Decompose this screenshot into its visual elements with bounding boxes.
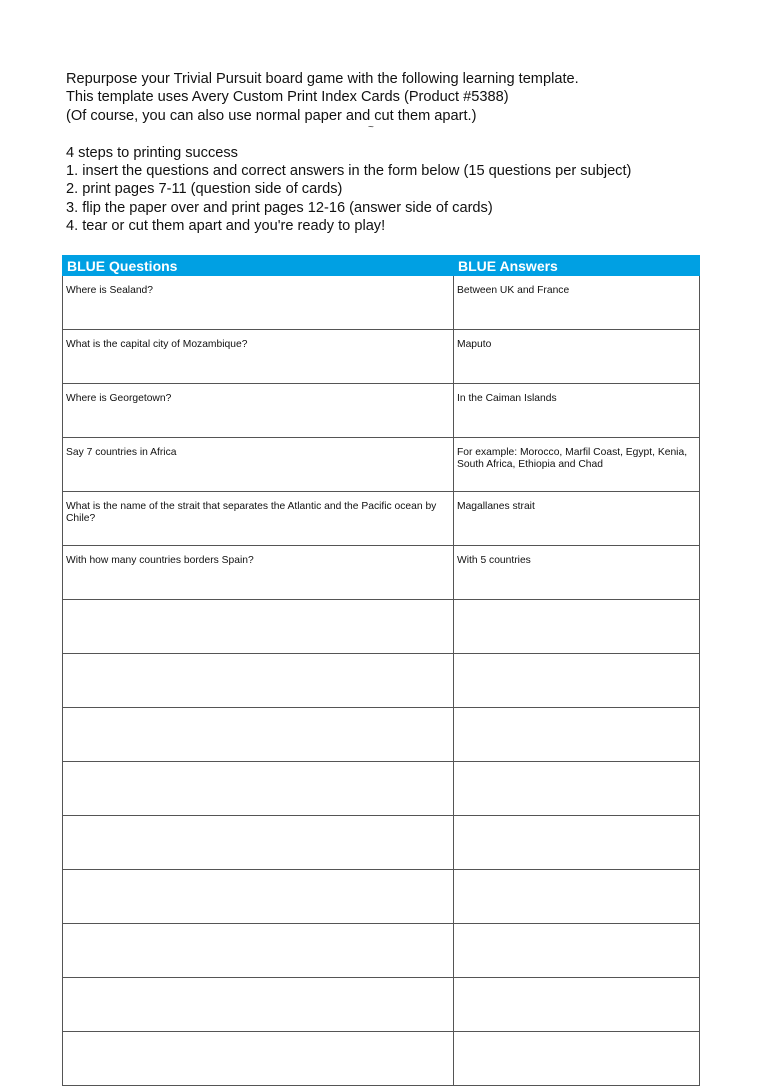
question-cell[interactable]: With how many countries borders Spain?	[63, 546, 454, 600]
table-row	[63, 1032, 700, 1086]
intro-line: Repurpose your Trivial Pursuit board game with the following learning template.	[66, 71, 579, 87]
question-answer-table	[62, 255, 700, 1086]
question-cell[interactable]: What is the capital city of Mozambique?	[63, 330, 454, 384]
table-row	[63, 276, 700, 330]
question-cell[interactable]	[63, 600, 454, 654]
answer-cell[interactable]	[454, 708, 700, 762]
spacer	[66, 122, 726, 143]
answer-cell[interactable]	[454, 870, 700, 924]
question-cell[interactable]: Where is Georgetown?	[63, 384, 454, 438]
table-row	[63, 924, 700, 978]
answer-cell[interactable]	[454, 816, 700, 870]
table-row	[63, 384, 700, 438]
tilde-mark: ~	[368, 122, 374, 134]
table-row	[63, 546, 700, 600]
answer-cell[interactable]: Magallanes strait	[454, 492, 700, 546]
answer-cell[interactable]: Maputo	[454, 330, 700, 384]
step-item: 4. tear or cut them apart and you're ready to play!	[66, 218, 386, 235]
table-row	[63, 492, 700, 546]
answer-cell[interactable]	[454, 978, 700, 1032]
table-header-row	[63, 256, 700, 276]
table-row	[63, 762, 700, 816]
question-cell[interactable]	[63, 870, 454, 924]
steps-title: 4 steps to printing success	[66, 144, 238, 161]
step-item: 1. insert the questions and correct answers in the form below (15 questions per subject)	[66, 162, 632, 179]
table-row	[63, 654, 700, 708]
question-cell[interactable]: Say 7 countries in Africa	[63, 438, 454, 492]
table-body	[63, 276, 700, 1086]
question-cell[interactable]	[63, 924, 454, 978]
instructions	[66, 70, 726, 236]
answer-cell[interactable]	[454, 762, 700, 816]
questions-column-header: BLUE Questions	[63, 256, 454, 276]
question-cell[interactable]: Where is Sealand?	[63, 276, 454, 330]
table-row	[63, 708, 700, 762]
answer-cell[interactable]: Between UK and France	[454, 276, 700, 330]
answer-cell[interactable]	[454, 654, 700, 708]
table-row	[63, 978, 700, 1032]
table-row	[63, 600, 700, 654]
question-cell[interactable]	[63, 654, 454, 708]
answer-cell[interactable]: For example: Morocco, Marfil Coast, Egypt, Kenia, South Africa, Ethiopia and Chad	[454, 438, 700, 492]
question-cell[interactable]: What is the name of the strait that separates the Atlantic and the Pacific ocean by Chile?	[63, 492, 454, 546]
answer-cell[interactable]	[454, 600, 700, 654]
intro-line: (Of course, you can also use normal paper and cut them apart.)	[66, 107, 477, 124]
answer-cell[interactable]	[454, 924, 700, 978]
intro-line: This template uses Avery Custom Print Index Cards (Product #5388)	[66, 89, 509, 106]
table-row	[63, 816, 700, 870]
question-cell[interactable]	[63, 1032, 454, 1086]
answer-cell[interactable]: With 5 countries	[454, 546, 700, 600]
step-item: 2. print pages 7-11 (question side of cards)	[66, 181, 343, 198]
question-cell[interactable]	[63, 816, 454, 870]
answer-cell[interactable]	[454, 1032, 700, 1086]
table-row	[63, 870, 700, 924]
answer-cell[interactable]: In the Caiman Islands	[454, 384, 700, 438]
question-cell[interactable]	[63, 762, 454, 816]
table-row	[63, 438, 700, 492]
question-cell[interactable]	[63, 708, 454, 762]
question-cell[interactable]	[63, 978, 454, 1032]
answers-column-header: BLUE Answers	[454, 256, 700, 276]
table-row	[63, 330, 700, 384]
step-item: 3. flip the paper over and print pages 12-16 (answer side of cards)	[66, 199, 493, 216]
